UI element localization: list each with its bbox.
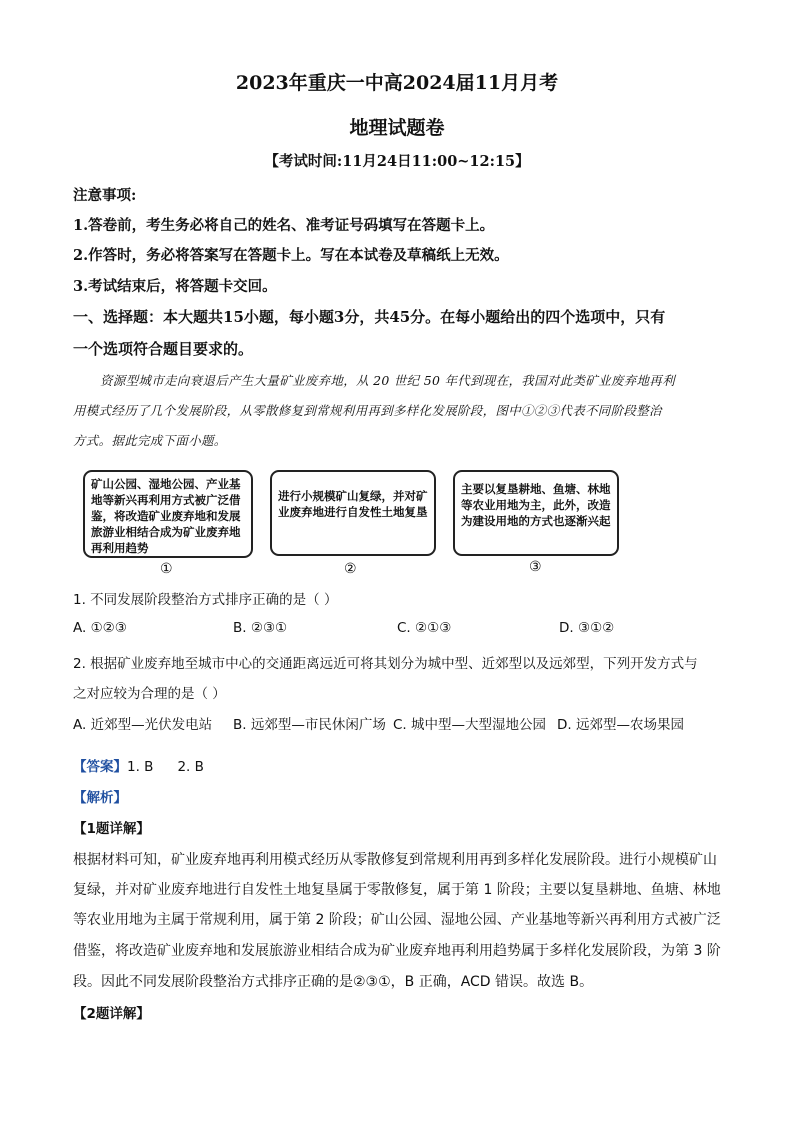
question-2-option-c: C. 城中型—大型湿地公园 bbox=[393, 717, 547, 733]
answer-value: 2. B bbox=[177, 759, 204, 775]
question-2-option-a: A. 近郊型—光伏发电站 bbox=[73, 717, 213, 733]
q2-detail-heading: 【2题详解】 bbox=[73, 1006, 150, 1022]
page-title: 2023年重庆一中高2024届11月月考 bbox=[235, 72, 559, 94]
analysis-label: 【解析】 bbox=[73, 790, 127, 806]
explanation-line: 等农业用地为主属于常规利用，属于第 2 阶段；矿山公园、湿地公园、产业基地等新兴再利用方式被广泛 bbox=[73, 912, 721, 928]
passage-line: 用模式经历了几个发展阶段，从零散修复到常规利用再到多样化发展阶段，图中①②③代表不同阶段整治 bbox=[73, 403, 662, 418]
stage-label-3: ③ bbox=[529, 559, 542, 575]
explanation-line: 根据材料可知，矿业废弃地再利用模式经历从零散修复到常规利用再到多样化发展阶段。进行小规模矿山 bbox=[73, 852, 717, 868]
explanation-line: 复绿，并对矿业废弃地进行自发性土地复垦属于零散修复，属于第 1 阶段；主要以复垦耕地、鱼塘、林地 bbox=[73, 882, 721, 898]
question-2-stem-cont: 之对应较为合理的是（ ） bbox=[73, 686, 226, 702]
question-1-option-a: A. ①②③ bbox=[73, 620, 127, 636]
notice-item: 2.作答时，务必将答案写在答题卡上。写在本试卷及草稿纸上无效。 bbox=[73, 247, 509, 264]
answer-value: 1. B bbox=[127, 759, 154, 775]
section-instruction: 一、选择题：本大题共15小题，每小题3分，共45分。在每小题给出的四个选项中，只有 bbox=[73, 308, 666, 326]
question-1-option-d: D. ③①② bbox=[559, 620, 615, 636]
answer-row bbox=[73, 755, 204, 775]
passage-line: 方式。据此完成下面小题。 bbox=[73, 433, 227, 448]
stage-box-2: 进行小规模矿山复绿，并对矿业废弃地进行自发性土地复垦 bbox=[270, 470, 436, 556]
question-2-option-b: B. 远郊型—市民休闲广场 bbox=[233, 717, 386, 733]
stage-box-3: 主要以复垦耕地、鱼塘、林地等农业用地为主，此外，改造为建设用地的方式也逐渐兴起 bbox=[453, 470, 619, 556]
answer-label: 【答案】 bbox=[73, 759, 127, 775]
notice-item: 3.考试结束后，将答题卡交回。 bbox=[73, 278, 277, 295]
notice-item: 1.答卷前，考生务必将自己的姓名、准考证号码填写在答题卡上。 bbox=[73, 217, 495, 234]
passage-line: 资源型城市走向衰退后产生大量矿业废弃地，从 20 世纪 50 年代到现在，我国对此类矿业废弃地再利 bbox=[100, 373, 675, 388]
question-1-option-b: B. ②③① bbox=[233, 620, 288, 636]
stage-label-2: ② bbox=[344, 561, 357, 577]
explanation-line: 借鉴，将改造矿业废弃地和发展旅游业相结合成为矿业废弃地再利用趋势属于多样化发展阶段，为第 3 阶 bbox=[73, 943, 721, 959]
stage-box-1: 矿山公园、湿地公园、产业基地等新兴再利用方式被广泛借鉴，将改造矿业废弃地和发展旅游业相结合成为矿业废弃地再利用趋势 bbox=[83, 470, 253, 558]
q1-detail-heading: 【1题详解】 bbox=[73, 821, 150, 837]
notice-heading: 注意事项: bbox=[73, 187, 137, 204]
question-2-option-d: D. 远郊型—农场果园 bbox=[557, 717, 684, 733]
question-1-stem: 1. 不同发展阶段整治方式排序正确的是（ ） bbox=[73, 592, 338, 608]
explanation-line: 段。因此不同发展阶段整治方式排序正确的是②③①，B 正确，ACD 错误。故选 B。 bbox=[73, 974, 594, 990]
stage-label-1: ① bbox=[160, 561, 173, 577]
question-1-option-c: C. ②①③ bbox=[397, 620, 452, 636]
page-subtitle: 地理试题卷 bbox=[349, 117, 445, 139]
section-instruction-cont: 一个选项符合题目要求的。 bbox=[73, 340, 254, 358]
question-2-stem: 2. 根据矿业废弃地至城市中心的交通距离远近可将其划分为城中型、近郊型以及远郊型，下列开发方式与 bbox=[73, 656, 698, 672]
exam-time: 【考试时间:11月24日11:00~12:15】 bbox=[264, 153, 530, 170]
